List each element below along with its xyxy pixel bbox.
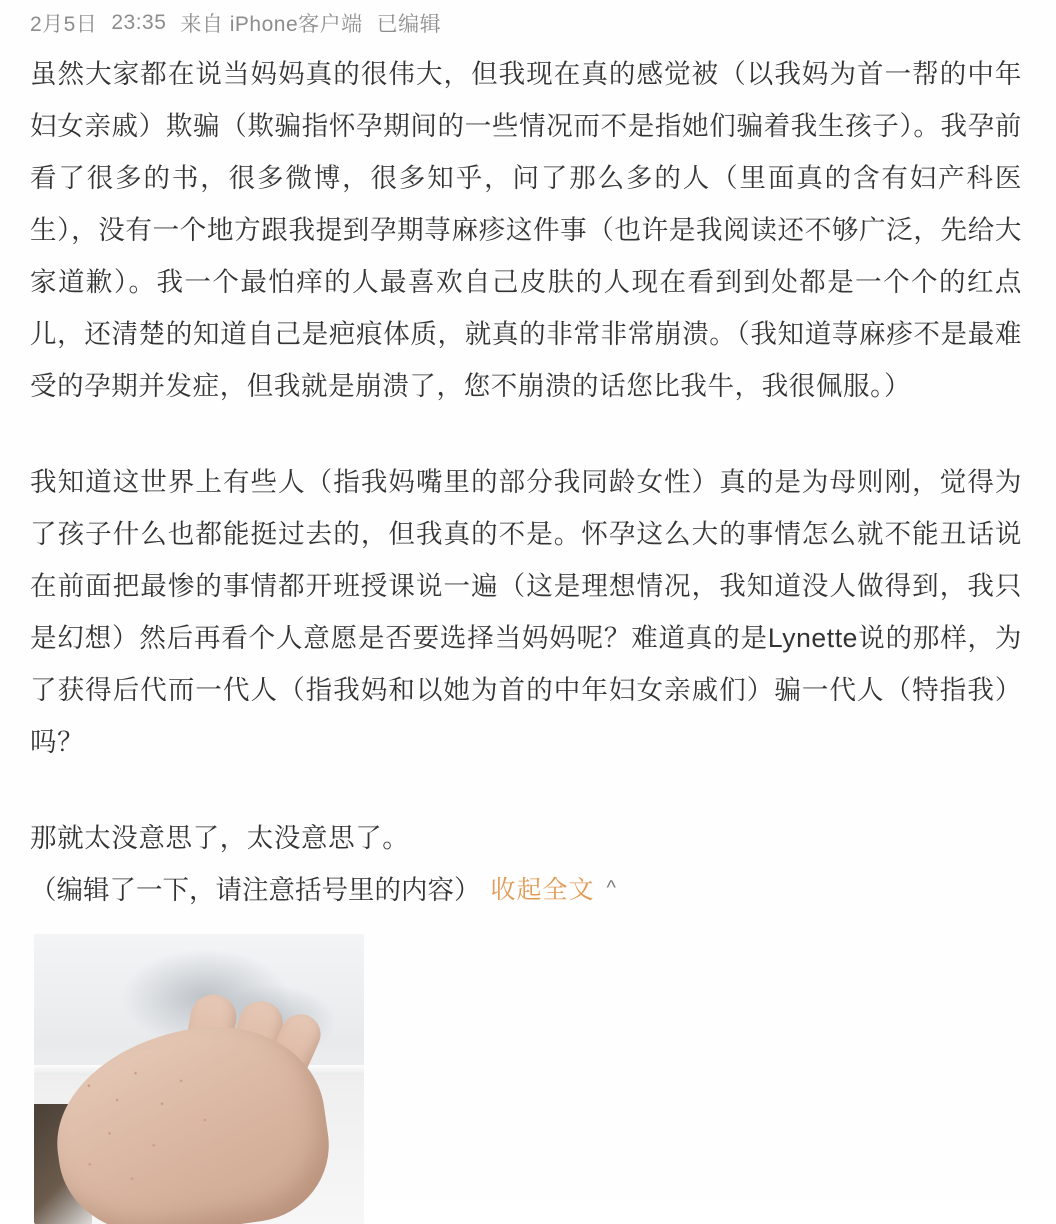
post-meta — [0, 0, 1056, 44]
post-footnote-row — [0, 864, 1056, 916]
post-body — [0, 44, 1056, 864]
post-paragraph: 我知道这世界上有些人（指我妈嘴里的部分我同龄女性）真的是为母则刚，觉得为了孩子什么也都能挺过去的，但我真的不是。怀孕这么大的事情怎么就不能丑话说在前面把最惨的事情都开班授课说一遍（这是理想情况，我知道没人做得到，我只是幻想）然后再看个人意愿是否要选择当妈妈呢？难道真的是Lynette说的那样，为了获得后代而一代人（指我妈和以她为首的中年妇女亲戚们）骗一代人（特指我）吗？ — [30, 467, 1022, 757]
post-paragraph: 虽然大家都在说当妈妈真的很伟大，但我现在真的感觉被（以我妈为首一帮的中年妇女亲戚）欺骗（欺骗指怀孕期间的一些情况而不是指她们骗着我生孩子）。我孕前看了很多的书，很多微博，很多知乎，问了那么多的人（里面真的含有妇产科医生），没有一个地方跟我提到孕期荨麻疹这件事（也许是我阅读还不够广泛，先给大家道歉）。我一个最怕痒的人最喜欢自己皮肤的人现在看到到处都是一个个的红点儿，还清楚的知道自己是疤痕体质，就真的非常非常崩溃。（我知道荨麻疹不是最难受的孕期并发症，但我就是崩溃了，您不崩溃的话您比我牛，我很佩服。） — [30, 59, 1022, 401]
post-time: 23:35 — [111, 11, 167, 34]
chevron-up-icon[interactable]: ^ — [606, 877, 616, 899]
hand-photo — [34, 934, 364, 1224]
post-paragraph: 那就太没意思了，太没意思了。 — [30, 823, 410, 853]
edited-badge: 已编辑 — [376, 13, 442, 36]
post-image-thumbnail[interactable] — [34, 934, 364, 1224]
collapse-full-text-link[interactable]: 收起全文 — [490, 876, 595, 904]
post-source[interactable]: 来自 iPhone客户端 — [180, 13, 363, 36]
photo-rash-spots — [43, 1012, 338, 1224]
post-footnote: （编辑了一下，请注意括号里的内容） — [30, 875, 481, 905]
post-date: 2月5日 — [30, 13, 98, 36]
